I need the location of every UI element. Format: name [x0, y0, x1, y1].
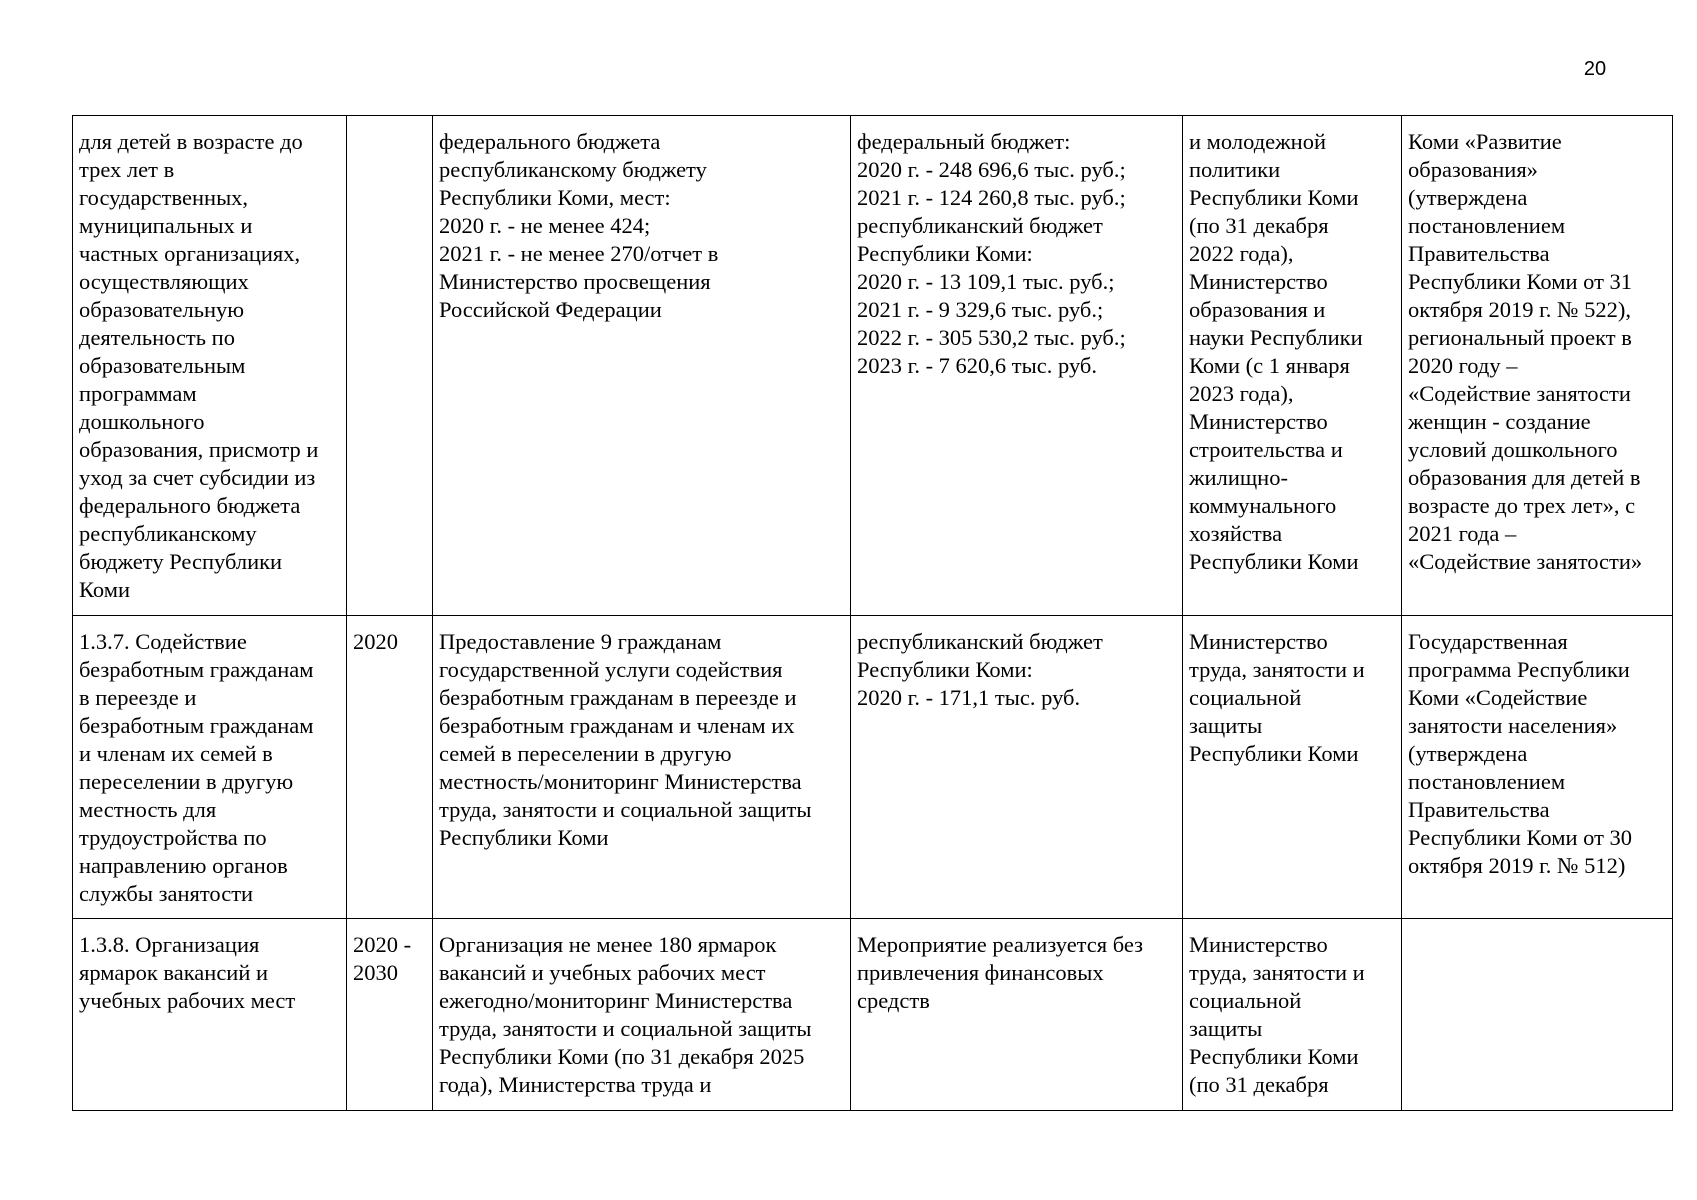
result-cell: Организация не менее 180 ярмарок вакансий и учебных рабочих мест ежегодно/мониторинг Министерства труда, занятости и социальной защиты Республики Коми (по 31 декабря 2025 года), Министерства труда и: [433, 919, 851, 1111]
page-number: 20: [1583, 58, 1607, 80]
action-plan-table: [72, 115, 1673, 1111]
funding-cell: республиканский бюджет Республики Коми: 2020 г. - 171,1 тыс. руб.: [851, 616, 1183, 919]
measure-cell: 1.3.7. Содействие безработным гражданам в переезде и безработным гражданам и членам их семей в переселении в другую местность для трудоустройства по направлению органов службы занятости: [73, 616, 347, 919]
table-row: [73, 919, 1673, 1111]
result-cell: федерального бюджета республиканскому бюджету Республики Коми, мест: 2020 г. - не менее 424; 2021 г. - не менее 270/отчет в Министерство просвещения Российской Федерации: [433, 116, 851, 616]
period-cell: 2020 - 2030: [347, 919, 433, 1111]
program-cell: Коми «Развитие образования» (утверждена постановлением Правительства Республики Коми от 31 октября 2019 г. № 522), региональный проект в 2020 году – «Содействие занятости женщин - создание условий дошкольного образования для детей в возрасте до трех лет», с 2021 года – «Содействие занятости»: [1402, 116, 1673, 616]
result-cell: Предоставление 9 гражданам государственной услуги содействия безработным гражданам в переезде и безработным гражданам и членам их семей в переселении в другую местность/мониторинг Министерства труда, занятости и социальной защиты Республики Коми: [433, 616, 851, 919]
period-cell: [347, 116, 433, 616]
program-cell: [1402, 919, 1673, 1111]
executor-cell: и молодежной политики Республики Коми (по 31 декабря 2022 года), Министерство образования и науки Республики Коми (с 1 января 2023 года), Министерство строительства и жилищно- коммунального хозяйства Республики Коми: [1183, 116, 1402, 616]
measure-cell: для детей в возрасте до трех лет в государственных, муниципальных и частных организациях, осуществляющих образовательную деятельность по образовательным программам дошкольного образования, присмотр и уход за счет субсидии из федерального бюджета республиканскому бюджету Республики Коми: [73, 116, 347, 616]
table-row: [73, 116, 1673, 616]
measure-cell: 1.3.8. Организация ярмарок вакансий и учебных рабочих мест: [73, 919, 347, 1111]
executor-cell: Министерство труда, занятости и социальной защиты Республики Коми (по 31 декабря: [1183, 919, 1402, 1111]
table-row: [73, 616, 1673, 919]
executor-cell: Министерство труда, занятости и социальной защиты Республики Коми: [1183, 616, 1402, 919]
funding-cell: Мероприятие реализуется без привлечения финансовых средств: [851, 919, 1183, 1111]
program-cell: Государственная программа Республики Коми «Содействие занятости населения» (утверждена постановлением Правительства Республики Коми от 30 октября 2019 г. № 512): [1402, 616, 1673, 919]
funding-cell: федеральный бюджет: 2020 г. - 248 696,6 тыс. руб.; 2021 г. - 124 260,8 тыс. руб.; республиканский бюджет Республики Коми: 2020 г. - 13 109,1 тыс. руб.; 2021 г. - 9 329,6 тыс. руб.; 2022 г. - 305 530,2 тыс. руб.; 2023 г. - 7 620,6 тыс. руб.: [851, 116, 1183, 616]
period-cell: 2020: [347, 616, 433, 919]
